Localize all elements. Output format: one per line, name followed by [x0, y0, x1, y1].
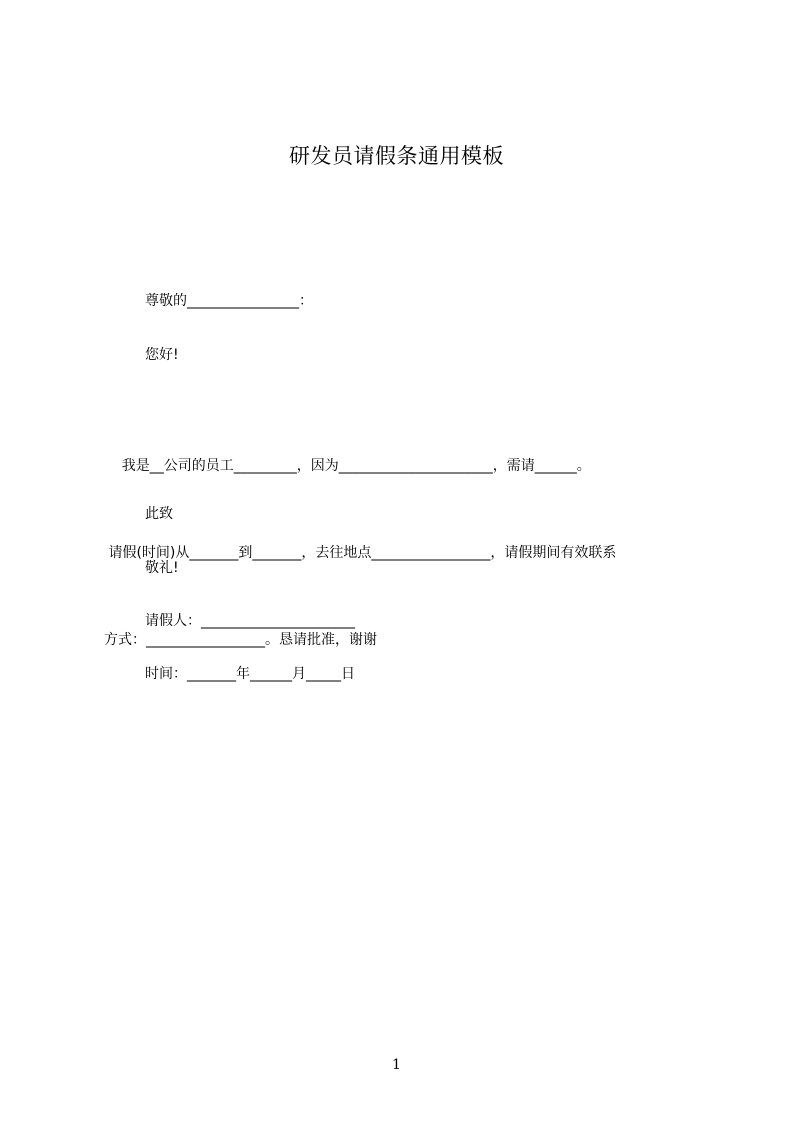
- page-number: 1: [392, 1057, 401, 1073]
- body-line: 请假(时间)从_______到_______，去往地点_________________，请假期间有效联系: [104, 545, 617, 561]
- body-line: 我是__公司的员工_________，因为______________________，需请______。: [104, 458, 591, 474]
- greeting-line: 您好!: [145, 347, 179, 363]
- applicant-line: 请假人：______________________: [145, 613, 355, 629]
- body-line: 方式：_________________。恳请批准，谢谢: [104, 632, 377, 648]
- closing-line-2: 敬礼!: [145, 560, 179, 576]
- date-line: 时间：_______年______月_____日: [145, 666, 355, 682]
- document-title: 研发员请假条通用模板: [289, 144, 504, 168]
- salutation-line: 尊敬的________________：: [145, 293, 313, 309]
- closing-line-1: 此致: [145, 506, 173, 522]
